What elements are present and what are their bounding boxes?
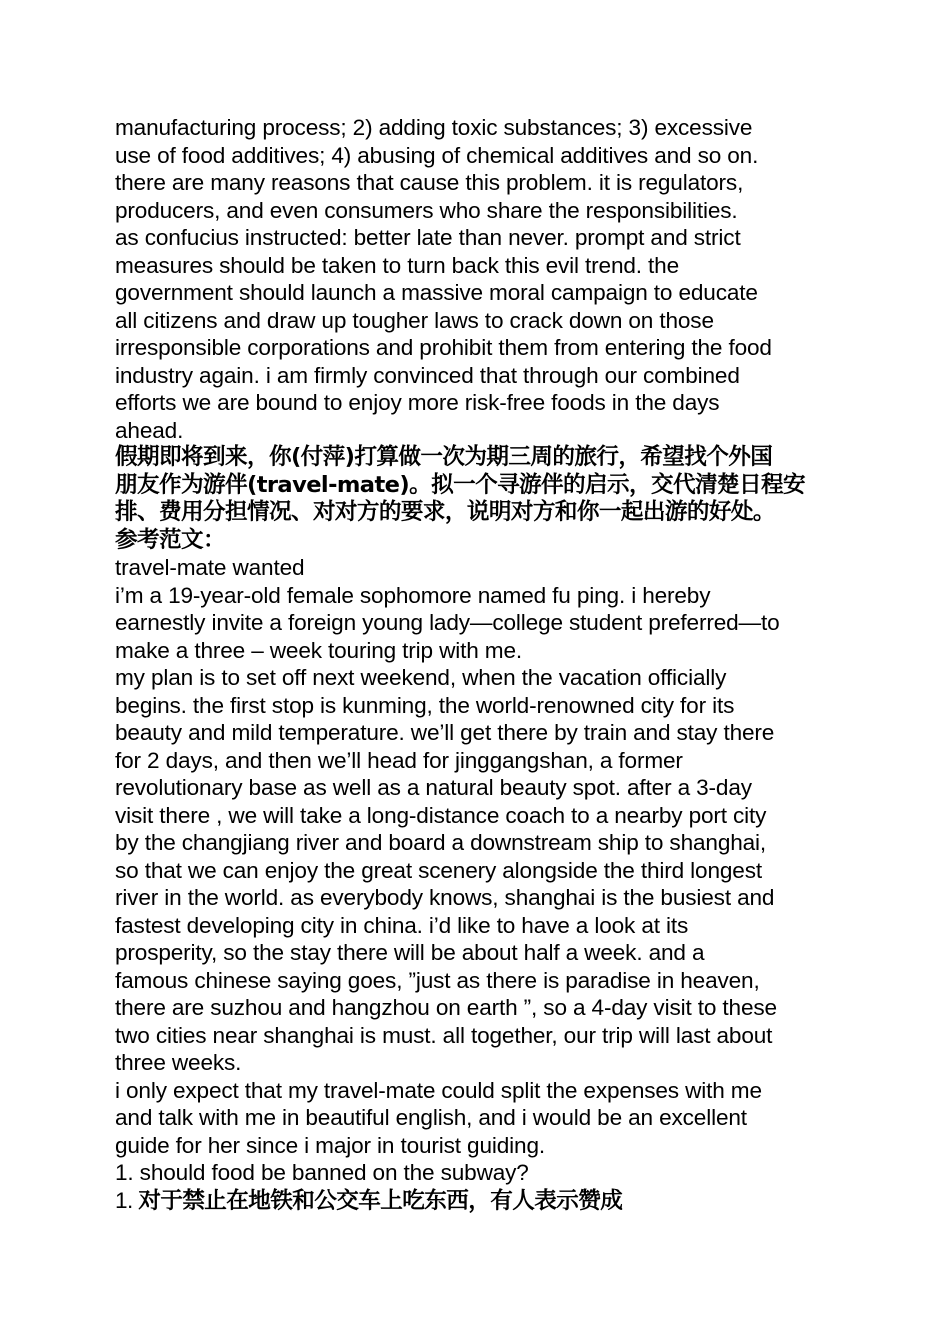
text-line: for 2 days, and then we’ll head for jinggangshan, a former <box>115 747 683 773</box>
text-line: three weeks. <box>115 1050 242 1075</box>
text-line: visit there , we will take a long-distance coach to a nearby port city <box>115 802 767 828</box>
text-line: government should launch a massive moral campaign to educate <box>115 280 758 305</box>
text-line: irresponsible corporations and prohibit them from entering the food <box>115 335 772 360</box>
text-line: two cities near shanghai is must. all together, our trip will last about <box>115 1022 773 1048</box>
text-line: industry again. i am firmly convinced that through our combined <box>115 362 740 388</box>
sample-essay-heading: 参考范文： <box>115 526 225 553</box>
text-line: as confucius instructed: better late than never. prompt and strict <box>115 225 741 250</box>
text-line: measures should be taken to turn back this evil trend. the <box>115 252 679 278</box>
text-line: there are many reasons that cause this problem. it is regulators, <box>115 170 744 195</box>
text-line: use of food additives; 4) abusing of chemical additives and so on. <box>115 142 759 168</box>
text-line: my plan is to set off next weekend, when the vacation officially <box>115 665 727 690</box>
text-line: revolutionary base as well as a natural beauty spot. after a 3-day <box>115 775 752 800</box>
text-line: famous chinese saying goes, ”just as there is paradise in heaven, <box>115 967 760 993</box>
essay-title: travel-mate wanted <box>115 555 305 580</box>
text-line: prosperity, so the stay there will be about half a week. and a <box>115 940 705 965</box>
text-line: efforts we are bound to enjoy more risk-free foods in the days <box>115 390 720 415</box>
item-number: 1. <box>115 1187 139 1213</box>
next-topic-prompt <box>115 1187 840 1215</box>
item-text: 对于禁止在地铁和公交车上吃东西，有人表示赞成 <box>138 1187 623 1214</box>
writing-prompt <box>115 444 840 554</box>
text-line: there are suzhou and hangzhou on earth ”, so a 4-day visit to these <box>115 995 777 1020</box>
prompt-line: 朋友作为游伴(travel-mate)。拟一个寻游伴的启示，交代清楚日程安 <box>115 471 805 498</box>
document-page <box>115 114 840 1214</box>
text-line: and talk with me in beautiful english, and i would be an excellent <box>115 1105 747 1130</box>
text-line: producers, and even consumers who share the responsibilities. <box>115 197 738 223</box>
sample-essay <box>115 554 840 1187</box>
text-line: by the changjiang river and board a downstream ship to shanghai, <box>115 830 767 855</box>
next-topic-heading: 1. should food be banned on the subway? <box>115 1160 529 1185</box>
essay-conclusion <box>115 114 840 444</box>
prompt-line: 假期即将到来，你(付萍)打算做一次为期三周的旅行，希望找个外国 <box>115 444 773 470</box>
prompt-line: 排、费用分担情况、对对方的要求，说明对方和你一起出游的好处。 <box>115 499 775 525</box>
text-line: river in the world. as everybody knows, shanghai is the busiest and <box>115 885 775 910</box>
text-line: i only expect that my travel-mate could split the expenses with me <box>115 1077 762 1103</box>
text-line: i’m a 19-year-old female sophomore named fu ping. i hereby <box>115 582 711 608</box>
text-line: begins. the first stop is kunming, the world-renowned city for its <box>115 692 735 718</box>
text-line: all citizens and draw up tougher laws to crack down on those <box>115 307 714 333</box>
text-line: so that we can enjoy the great scenery alongside the third longest <box>115 857 762 883</box>
text-line: earnestly invite a foreign young lady—college student preferred—to <box>115 610 780 635</box>
text-line: beauty and mild temperature. we’ll get there by train and stay there <box>115 720 775 745</box>
text-line: fastest developing city in china. i’d like to have a look at its <box>115 912 689 938</box>
text-line: make a three – week touring trip with me. <box>115 637 523 663</box>
text-line: manufacturing process; 2) adding toxic substances; 3) excessive <box>115 115 753 140</box>
text-line: ahead. <box>115 417 184 443</box>
text-line: guide for her since i major in tourist guiding. <box>115 1132 545 1158</box>
